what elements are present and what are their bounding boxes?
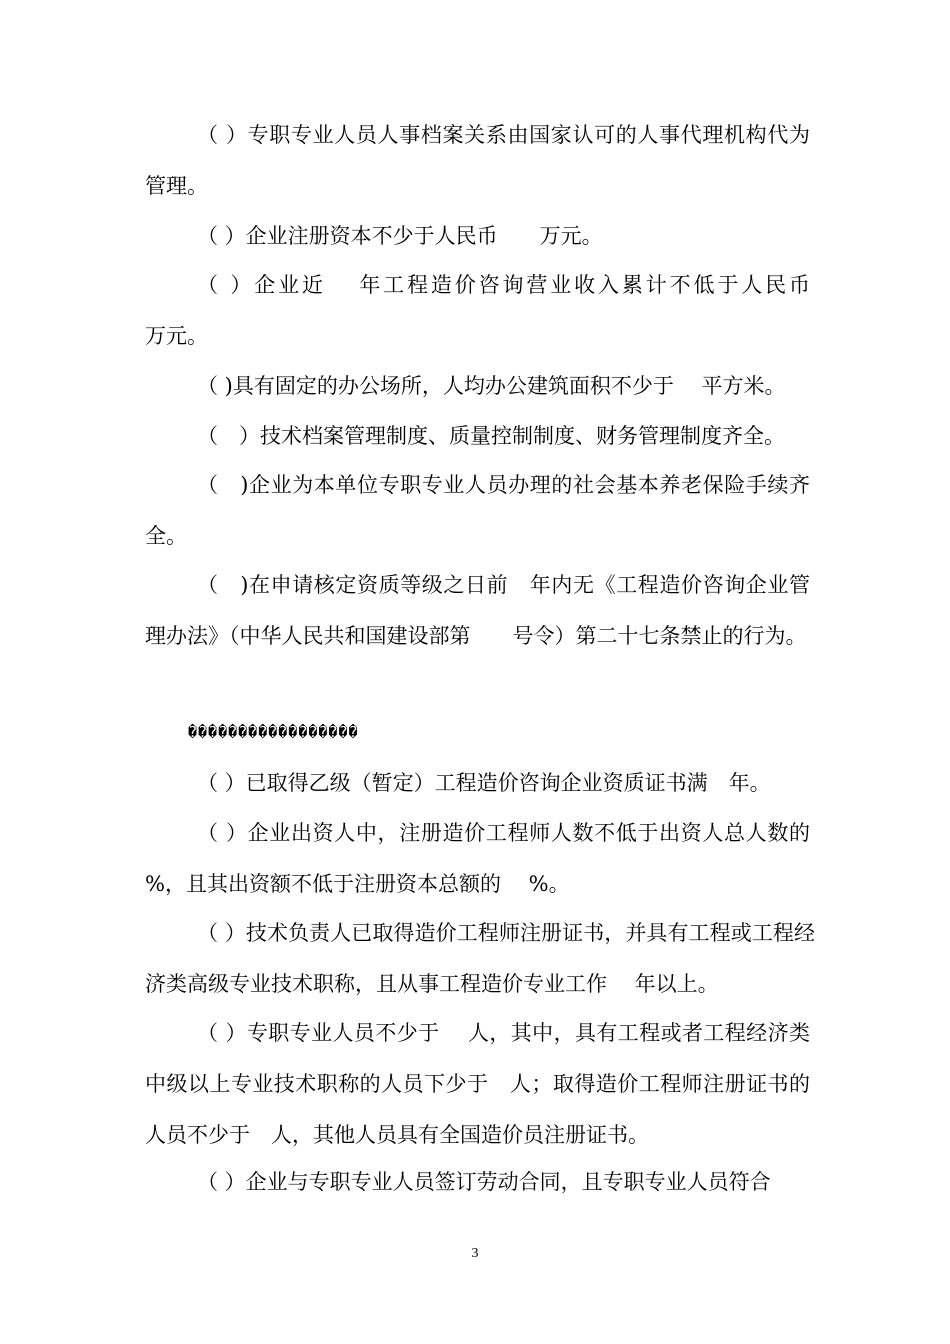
paragraph-management-systems: （ ）技术档案管理制度、质量控制制度、财务管理制度齐全。 xyxy=(197,424,785,448)
paragraph-grade-b-certificate: （ ）已取得乙级（暂定）工程造价咨询企业资质证书满 年。 xyxy=(197,771,771,795)
paragraph-investor-ratio: （ ）企业出资人中，注册造价工程师人数不低于出资人总人数的 %，且其出资额不低于注册资本总额的 %。 xyxy=(145,821,838,896)
paragraph-office-space: （ )具有固定的办公场所，人均办公建筑面积不少于 平方米。 xyxy=(197,374,786,398)
garbled-heading: ����������������� xyxy=(188,723,359,741)
paragraph-no-violations: （ )在申请核定资质等级之日前 年内无《工程造价咨询企业管理办法》（中华人民共和国建设部第 号令）第二十七条禁止的行为。 xyxy=(145,573,810,648)
paragraph-registered-capital: （ ）企业注册资本不少于人民币 万元。 xyxy=(197,224,603,248)
paragraph-pension-insurance: （ )企业为本单位专职专业人员办理的社会基本养老保险手续齐全。 xyxy=(145,473,810,548)
paragraph-archives-management: （ ）专职专业人员人事档案关系由国家认可的人事代理机构代为管理。 xyxy=(145,123,810,198)
paragraph-business-revenue: （ ）企业近 年工程造价咨询营业收入累计不低于人民币 万元。 xyxy=(145,273,873,348)
paragraph-technical-leader: （ ）技术负责人已取得造价工程师注册证书，并具有工程或工程经济类高级专业技术职称，且从事工程造价专业工作 年以上。 xyxy=(145,921,815,996)
paragraph-labor-contract: （ ）企业与专职专业人员签订劳动合同，且专职专业人员符合 xyxy=(197,1170,771,1194)
paragraph-staff-requirements: （ ）专职专业人员不少于 人，其中，具有工程或者工程经济类中级以上专业技术职称的人员下少于 人；取得造价工程师注册证书的人员不少于 人，其他人员具有全国造价员注册证书。 xyxy=(145,1021,810,1147)
page-number: 3 xyxy=(471,1246,479,1261)
